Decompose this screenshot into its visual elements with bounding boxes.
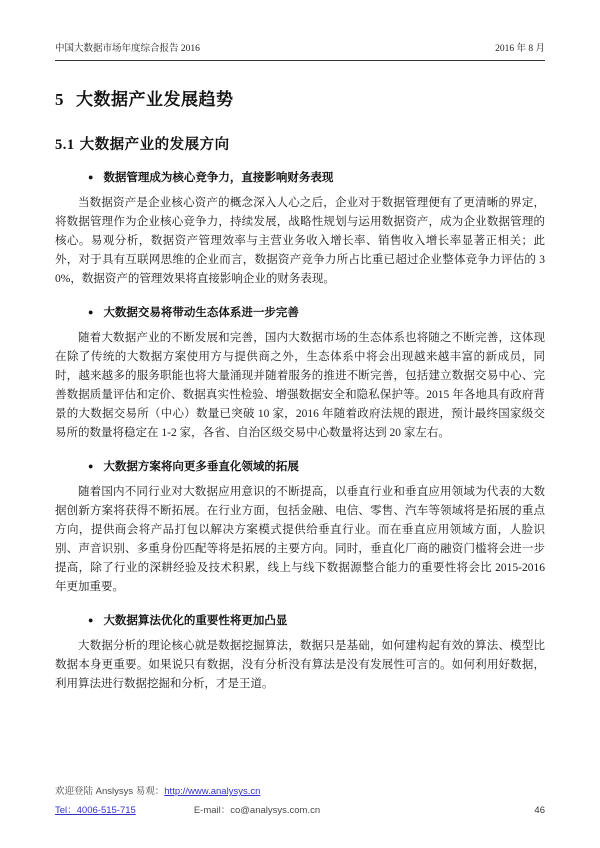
website-link[interactable]: http://www.analysys.cn — [164, 786, 261, 797]
bullet-heading — [88, 612, 545, 628]
section-title — [55, 133, 545, 154]
bullet-heading — [88, 304, 545, 320]
page-footer — [55, 782, 545, 820]
section-paragraph: 大数据分析的理论核心就是数据挖掘算法，数据只是基础，如何建构起有效的算法、模型比数据本身更重要。如果说只有数据，没有分析没有算法是没有发展性可言的。如何利用好数据，利用算法进行数据挖掘和分析，才是王道。 — [55, 640, 545, 690]
bullet-heading-text: 大数据方案将向更多垂直化领域的拓展 — [103, 461, 299, 473]
email-text: E-mail：co@analysys.com.cn — [193, 805, 321, 816]
section-paragraph: 随着国内不同行业对大数据应用意识的不断提高，以垂直行业和垂直应用领域为代表的大数据创新方案将获得不断拓展。在行业方面，包括金融、电信、零售、汽车等领域将是拓展的重点方向，提供商会将产品打包以解决方案模式提供给垂直行业。而在垂直应用领域方面，人脸识别、声音识别、多重身份匹配等将是拓展的主要方向。同时，垂直化厂商的融资门槛将会进一步提高，除了行业的深耕经验及技术积累，线上与线下数据源整合能力的重要性将会比 2015-2016 年更加重要。 — [55, 486, 545, 593]
bullet-icon: ● — [88, 460, 94, 471]
bullet-heading — [88, 458, 545, 474]
footer-contact-line — [55, 801, 545, 820]
bullet-heading-text: 数据管理成为核心竞争力，直接影响财务表现 — [103, 172, 334, 184]
chapter-title-text: 大数据产业发展趋势 — [76, 90, 234, 109]
chapter-number: 5 — [55, 90, 64, 109]
header-date: 2016 年 8 月 — [495, 44, 545, 54]
footer-welcome-line — [55, 782, 545, 801]
chapter-title — [55, 85, 545, 110]
bullet-icon: ● — [88, 614, 94, 625]
bullet-icon: ● — [88, 306, 94, 317]
section-number: 5.1 — [55, 137, 75, 153]
page-number: 46 — [534, 805, 545, 816]
footer-welcome-text: 欢迎登陆 Anslysys 易观： — [55, 786, 165, 797]
bullet-heading — [88, 169, 545, 185]
section-paragraph: 随着大数据产业的不断发展和完善，国内大数据市场的生态体系也将随之不断完善，这体现在除了传统的大数据方案使用方与提供商之外，生态体系中将会出现越来越丰富的新成员，同时，越来越多的服务职能也将大量涌现并随着服务的推进不断完善，包括建立数据交易中心、完善数据质量评估和定价、数据真实性检验、增强数据安全和隐私保护等。2015 年各地具有政府背景的大数据交易所（中心）数量已突破 10 家，2016 年随着政府法规的跟进，预计最终国家级交易所的数量将稳定在 1-2 家，各省、自治区级交易中心数量将达到 20 家左右。 — [55, 332, 545, 439]
tel-link[interactable]: Tel：4006-515-715 — [55, 805, 136, 816]
bullet-heading-text: 大数据交易将带动生态体系进一步完善 — [103, 307, 299, 319]
section-title-text: 大数据产业的发展方向 — [79, 137, 230, 153]
bullet-icon: ● — [88, 171, 94, 182]
section-paragraph: 当数据资产是企业核心资产的概念深入人心之后，企业对于数据管理便有了更清晰的界定，将数据管理作为企业核心竞争力，持续发展，战略性规划与运用数据资产，成为企业数据管理的核心。易观分析，数据资产管理效率与主营业务收入增长率、销售收入增长率显著正相关；此外，对于具有互联网思维的企业而言，数据资产竞争力所占比重已超过企业整体竞争力评估的 30%，数据资产的管理效果将直接影响企业的财务表现。 — [55, 197, 545, 285]
header-report-title: 中国大数据市场年度综合报告 2016 — [55, 44, 200, 54]
bullet-heading-text: 大数据算法优化的重要性将更加凸显 — [103, 615, 288, 627]
page-header — [55, 40, 545, 61]
